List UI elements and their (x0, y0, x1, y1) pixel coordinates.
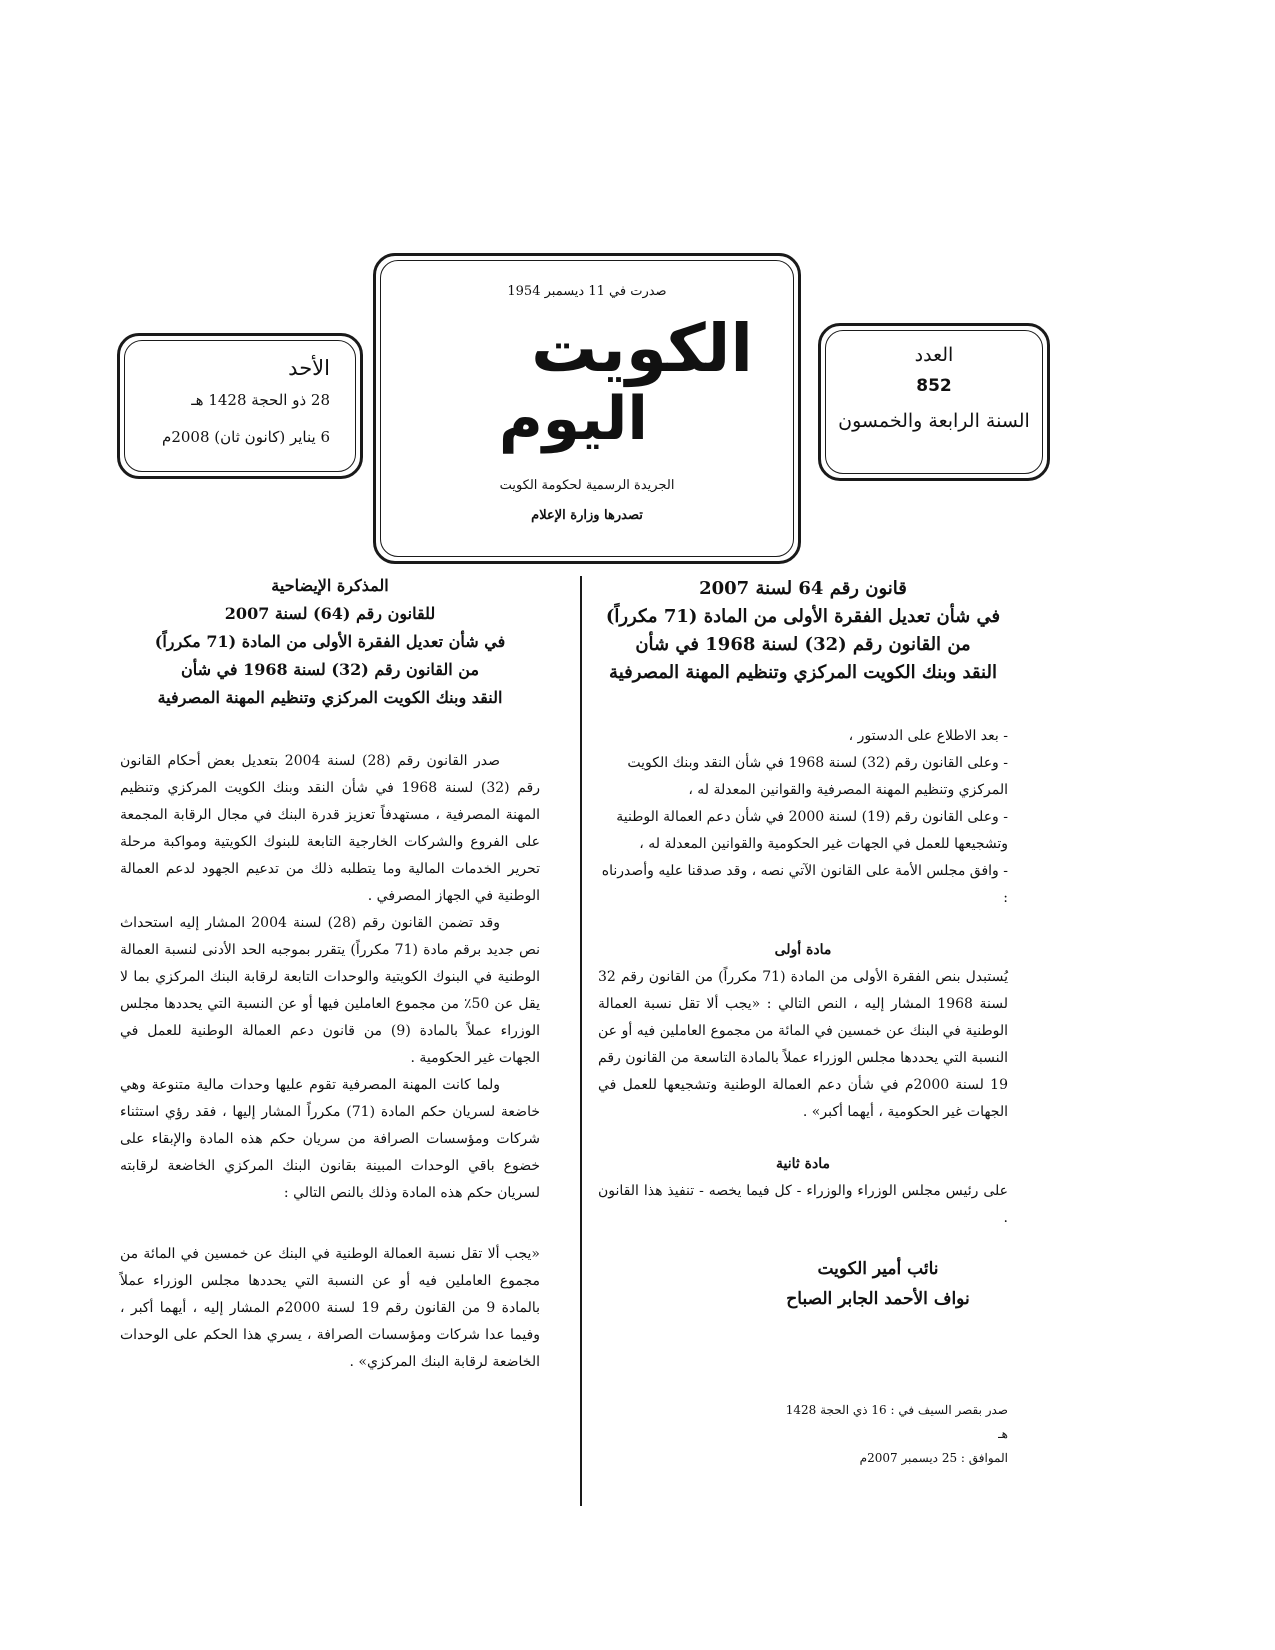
memo-title-line: في شأن تعديل الفقرة الأولى من المادة (71 مكرراً) (154, 632, 506, 651)
memo-paragraph: ولما كانت المهنة المصرفية تقوم عليها وحدات مالية متنوعة وهي خاضعة لسريان حكم المادة (71) مكرراً المشار إليها ، فقد رؤي استثناء شركات ومؤسسات الصرافة من سريان حكم هذه المادة والإبقاء على خضوع باقي الوحدات المبينة بقانون البنك المركزي الخاضعة لرقابته لسريان حكم هذه المادة وذلك بالنص التالي : (120, 1077, 540, 1201)
article-1-title: مادة أولى (774, 942, 832, 958)
memo-title-line: للقانون رقم (64) لسنة 2007 (224, 604, 436, 623)
issued-place: صدر بقصر السيف في : 16 ذي الحجة 1428 هـ (785, 1403, 1008, 1441)
memo-title-line: النقد وبنك الكويت المركزي وتنظيم المهنة المصرفية (157, 688, 503, 707)
masthead-title-box (373, 253, 801, 564)
hijri-date: 28 ذو الحجة 1428 هـ (191, 391, 330, 409)
law-column (598, 575, 1008, 1314)
newspaper-name-line2: اليوم (498, 384, 648, 454)
law-title-line: قانون رقم 64 لسنة 2007 (699, 578, 907, 599)
issued-date: الموافق : 25 ديسمبر 2007م (859, 1451, 1008, 1465)
memo-paragraph: وقد تضمن القانون رقم (28) لسنة 2004 المشار إليه استحداث نص جديد برقم مادة (71 مكرراً) يتقرر بموجبه الحد الأدنى لنسبة العمالة الوطنية في البنوك الكويتية والوحدات التابعة لرقابة البنك المركزي بما لا يقل عن 50٪ من مجموع العاملين فيها أو عن النسبة التي يحددها مجلس الوزراء عملاً بالمادة (9) من قانون دعم العمالة الوطنية للعمل في الجهات غير الحكومية . (120, 915, 540, 1066)
memo-title-line: من القانون رقم (32) لسنة 1968 في شأن (180, 660, 480, 679)
law-title (598, 575, 1008, 687)
preamble-item: - وعلى القانون رقم (19) لسنة 2000 في شأن دعم العمالة الوطنية وتشجيعها للعمل في الجهات غير الحكومية والقوانين المعدلة له ، (616, 809, 1008, 852)
publisher-line: تصدرها وزارة الإعلام (531, 508, 643, 523)
memo-quoted-text: «يجب ألا تقل نسبة العمالة الوطنية في البنك عن خمسين في المائة من مجموع العاملين فيه أو عن النسبة التي يحددها مجلس الوزراء عملاً بالمادة 9 من القانون رقم 19 لسنة 2000م المشار إليه ، أيهما أكبر ، وفيما عدا شركات ومؤسسات الصرافة ، يسري هذا الحكم على الوحدات الخاضعة لرقابة البنك المركزي» . (120, 1246, 540, 1370)
memo-title (120, 572, 540, 712)
issue-number: 852 (916, 376, 952, 396)
newspaper-subtitle: الجريدة الرسمية لحكومة الكويت (499, 478, 675, 493)
memo-title-line: المذكرة الإيضاحية (271, 576, 389, 595)
article-1-text: يُستبدل بنص الفقرة الأولى من المادة (71 مكرراً) من القانون رقم 32 لسنة 1968 المشار إليه ، النص التالي : «يجب ألا تقل نسبة العمالة الوطنية في البنك عن خمسين في المائة من مجموع العاملين فيه أو عن النسبة التي يحددها مجلس الوزراء عملاً بالمادة التاسعة من القانون رقم 19 لسنة 2000م في شأن دعم العمالة الوطنية وتشجيعها للعمل في الجهات غير الحكومية ، أيهما أكبر» . (598, 969, 1009, 1120)
law-title-line: النقد وبنك الكويت المركزي وتنظيم المهنة المصرفية (609, 662, 997, 683)
signature-name: نواف الأحمد الجابر الصباح (786, 1289, 970, 1309)
memo-body (120, 748, 540, 1207)
signature-block (598, 1254, 1008, 1314)
issue-box (818, 323, 1050, 481)
preamble-item: - بعد الاطلاع على الدستور ، (848, 728, 1008, 744)
date-box (117, 333, 363, 479)
founded-date: صدرت في 11 ديسمبر 1954 (507, 284, 667, 299)
law-title-line: من القانون رقم (32) لسنة 1968 في شأن (635, 634, 971, 655)
issue-year: السنة الرابعة والخمسون (838, 410, 1030, 432)
law-preamble (598, 723, 1008, 912)
memo-paragraph: صدر القانون رقم (28) لسنة 2004 بتعديل بعض أحكام القانون رقم (32) لسنة 1968 في شأن النقد وبنك الكويت المركزي وتنظيم المهنة المصرفية ، مستهدفاً تعزيز قدرة البنك في مجال الرقابة المجمعة على الفروع والشركات الخارجية التابعة للبنوك الكويتية ومواكبة مرحلة تحرير الخدمات المالية وما يتطلبه ذلك من تدعيم الجهود لدعم العمالة الوطنية في الجهاز المصرفي . (120, 753, 540, 904)
preamble-item: - وعلى القانون رقم (32) لسنة 1968 في شأن النقد وبنك الكويت المركزي وتنظيم المهنة المصرفية والقوانين المعدلة له ، (627, 755, 1008, 798)
issued-info (780, 1398, 1008, 1470)
issue-label: العدد (914, 344, 954, 366)
article-2-text: على رئيس مجلس الوزراء والوزراء - كل فيما يخصه - تنفيذ هذا القانون . (598, 1183, 1008, 1226)
article-2-title: مادة ثانية (776, 1156, 830, 1172)
newspaper-name-line1: الكويت (531, 310, 753, 387)
column-divider (580, 576, 582, 1506)
signature-title: نائب أمير الكويت (817, 1259, 939, 1279)
memo-column (120, 572, 540, 1376)
law-title-line: في شأن تعديل الفقرة الأولى من المادة (71 مكرراً) (605, 606, 1001, 627)
weekday: الأحد (288, 356, 330, 380)
gregorian-date: 6 يناير (كانون ثان) 2008م (162, 428, 330, 446)
preamble-item: - وافق مجلس الأمة على القانون الآتي نصه ، وقد صدقنا عليه وأصدرناه : (601, 863, 1008, 906)
